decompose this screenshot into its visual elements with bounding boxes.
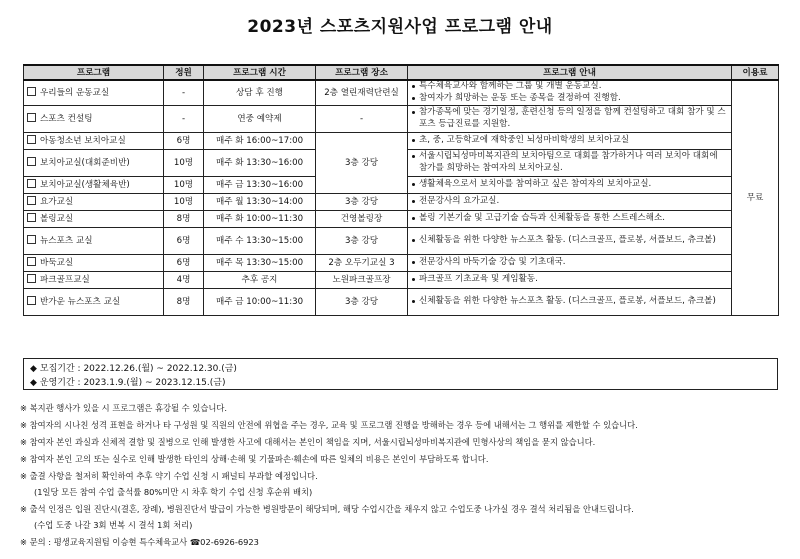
program-cell: [24, 288, 164, 315]
time-cell: 매주 화 16:00~17:00: [204, 132, 316, 149]
place-cell: 3층 강당: [316, 132, 408, 193]
header-info: 프로그램 안내: [408, 65, 732, 80]
program-name: 반가운 뉴스포츠 교실: [40, 296, 121, 307]
recruit-period-text: 모집기간 : 2022.12.26.(월) ~ 2022.12.30.(금): [39, 364, 237, 374]
time-cell: 매주 수 13:30~15:00: [204, 227, 316, 254]
program-name: 뉴스포츠 교실: [40, 235, 93, 246]
checkbox[interactable]: [27, 296, 36, 305]
place-cell: 2층 오두기교실 3: [316, 254, 408, 271]
place-cell: 3층 강당: [316, 193, 408, 210]
info-item: 전문강사의 요가교실.: [411, 196, 728, 208]
operate-period: [30, 375, 225, 388]
time-cell: 매주 금 10:00~11:30: [204, 288, 316, 315]
program-name: 스포츠 컨설팅: [40, 113, 93, 124]
checkbox[interactable]: [27, 274, 36, 283]
table-row: [24, 80, 779, 105]
program-name: 보치아교실(생활체육반): [40, 179, 130, 190]
note-line: ※ 참여자 본인 과실과 신체적 결함 및 질병으로 인해 발생한 사고에 대해서는 본인이 책임을 지며, 서울시립뇌성마비복지관에 민형사상의 책임을 묻지 않습니다.: [20, 437, 596, 447]
program-name: 파크골프교실: [40, 274, 90, 285]
note-line: (1일당 모든 참여 수업 출석률 80%미만 시 차후 학기 수업 신청 후순위 배치): [34, 487, 313, 497]
info-cell: [408, 176, 732, 193]
program-cell: [24, 227, 164, 254]
note-line: ※ 복지관 행사가 있을 시 프로그램은 휴강될 수 있습니다.: [20, 403, 228, 413]
note-line: ※ 출석 인정은 입원 진단시(결혼, 장례), 병원진단서 발급이 가능한 병원방문이 해당되며, 해당 수업시간을 채우지 않고 수업도중 나가실 경우 결석 처리됨을 안내드립니다.: [20, 504, 634, 514]
note-line: ※ 출결 사항을 철저히 확인하여 추후 약기 수업 신청 시 패널티 부과할 예정입니다.: [20, 471, 318, 481]
info-cell: [408, 210, 732, 227]
info-cell: [408, 193, 732, 210]
place-cell: -: [316, 105, 408, 132]
place-cell: 2층 열린재력단련실: [316, 80, 408, 105]
capacity-cell: 8명: [164, 288, 204, 315]
place-cell: 3층 강당: [316, 288, 408, 315]
checkbox[interactable]: [27, 213, 36, 222]
info-cell: [408, 105, 732, 132]
capacity-cell: -: [164, 105, 204, 132]
program-name: 보치아교실(대회준비반): [40, 157, 130, 168]
time-cell: 매주 화 13:30~16:00: [204, 149, 316, 176]
table-row: [24, 271, 779, 288]
diamond-icon: ◆: [30, 378, 37, 388]
time-cell: 상담 후 진행: [204, 80, 316, 105]
time-cell: 매주 월 13:30~14:00: [204, 193, 316, 210]
page-title: 2023년 스포츠지원사업 프로그램 안내: [247, 17, 553, 37]
info-cell: [408, 227, 732, 254]
info-item: 생활체육으로서 보치아를 참여하고 싶은 참여자의 보치아교실.: [411, 179, 728, 191]
capacity-cell: 6명: [164, 227, 204, 254]
time-cell: 추후 공지: [204, 271, 316, 288]
info-item: 신체활동을 위한 다양한 뉴스포츠 활동. (디스크골프, 플로봉, 셔플보드, 츄크볼): [411, 296, 728, 308]
info-item: 신체활동을 위한 다양한 뉴스포츠 활동. (디스크골프, 플로봉, 셔플보드, 츄크볼): [411, 235, 728, 247]
checkbox[interactable]: [27, 196, 36, 205]
table-row: [24, 210, 779, 227]
capacity-cell: 4명: [164, 271, 204, 288]
checkbox[interactable]: [27, 135, 36, 144]
checkbox[interactable]: [27, 113, 36, 122]
info-cell: [408, 288, 732, 315]
time-cell: 연중 예약제: [204, 105, 316, 132]
program-name: 요가교실: [40, 196, 74, 207]
table-row: [24, 132, 779, 149]
time-cell: 매주 금 13:30~16:00: [204, 176, 316, 193]
program-cell: [24, 271, 164, 288]
checkbox[interactable]: [27, 87, 36, 96]
program-name: 우리들의 운동교실: [40, 87, 110, 98]
info-item: 전문강사의 바둑기술 강습 및 기초대국.: [411, 257, 728, 269]
program-cell: [24, 132, 164, 149]
checkbox[interactable]: [27, 257, 36, 266]
info-item: 참여자가 희망하는 운동 또는 종목을 결정하여 진행함.: [411, 93, 728, 105]
capacity-cell: 6명: [164, 254, 204, 271]
header-capacity: 정원: [164, 65, 204, 80]
header-program: 프로그램: [24, 65, 164, 80]
checkbox[interactable]: [27, 157, 36, 166]
program-table: [23, 64, 779, 316]
info-item: 볼링 기본기술 및 고급기술 습득과 신체활동을 통한 스트레스해소.: [411, 213, 728, 225]
capacity-cell: -: [164, 80, 204, 105]
period-box: [23, 358, 778, 390]
place-cell: 노원파크골프장: [316, 271, 408, 288]
info-cell: [408, 271, 732, 288]
place-cell: 건영볼링장: [316, 210, 408, 227]
note-line: ※ 참여자의 시나친 성격 표현을 하거나 타 구성원 및 직원의 안전에 위협을 주는 경우, 교육 및 프로그램 진행을 방해하는 경우 등에 내해서는 그 행위를 제한할 수 있습니다.: [20, 420, 638, 430]
table-row: [24, 227, 779, 254]
table-header-row: [24, 65, 779, 80]
info-cell: [408, 132, 732, 149]
info-cell: [408, 254, 732, 271]
time-cell: 매주 화 10:00~11:30: [204, 210, 316, 227]
table-row: [24, 193, 779, 210]
place-cell: 3층 강당: [316, 227, 408, 254]
program-cell: [24, 254, 164, 271]
table-row: [24, 254, 779, 271]
checkbox[interactable]: [27, 235, 36, 244]
capacity-cell: 10명: [164, 176, 204, 193]
checkbox[interactable]: [27, 179, 36, 188]
program-cell: [24, 80, 164, 105]
info-item: 참가종목에 맞는 경기일정, 훈련신청 등의 일정을 함께 컨설팅하고 대회 참가 및 스포츠 등급진료를 지원함.: [411, 107, 728, 130]
program-name: 볼링교실: [40, 213, 74, 224]
operate-period-text: 운영기간 : 2023.1.9.(월) ~ 2023.12.15.(금): [39, 378, 226, 388]
program-cell: [24, 149, 164, 176]
diamond-icon: ◆: [30, 364, 37, 374]
info-item: 파크골프 기초교육 및 게임활동.: [411, 274, 728, 286]
info-item: 초, 중, 고등학교에 재학중인 뇌성마비학생의 보치아교실: [411, 135, 728, 147]
capacity-cell: 8명: [164, 210, 204, 227]
info-item: 특수체육교사와 함께하는 그룹 및 개별 운동교실.: [411, 81, 728, 93]
note-line: ※ 참여자 본인 고의 또는 실수로 인해 발생한 타인의 상해·손해 및 기물파손·훼손에 따른 일체의 비용은 본인이 부담하도록 합니다.: [20, 454, 489, 464]
info-cell: [408, 80, 732, 105]
program-cell: [24, 176, 164, 193]
capacity-cell: 6명: [164, 132, 204, 149]
header-time: 프로그램 시간: [204, 65, 316, 80]
header-fee: 이용료: [732, 65, 779, 80]
table-row: [24, 105, 779, 132]
info-cell: [408, 149, 732, 176]
time-cell: 매주 목 13:30~15:00: [204, 254, 316, 271]
program-name: 아동청소년 보치아교실: [40, 135, 126, 146]
program-name: 바둑교실: [40, 257, 74, 268]
program-cell: [24, 210, 164, 227]
program-cell: [24, 105, 164, 132]
program-cell: [24, 193, 164, 210]
note-line: (수업 도중 나갈 3회 번복 시 결석 1회 처리): [34, 520, 193, 530]
table-row: [24, 288, 779, 315]
capacity-cell: 10명: [164, 149, 204, 176]
contact-line: ※ 문의 : 평생교육지원팀 이승현 특수체육교사 ☎02-6926-6923: [20, 537, 259, 547]
recruit-period: [30, 361, 237, 374]
capacity-cell: 10명: [164, 193, 204, 210]
fee-cell: 무료: [732, 80, 779, 315]
info-item: 서울시립뇌성마비복지관의 보치아팀으로 대회를 참가하거나 여러 보치아 대회에 참가를 희망하는 참여자의 보치아교실.: [411, 151, 728, 174]
header-place: 프로그램 장소: [316, 65, 408, 80]
